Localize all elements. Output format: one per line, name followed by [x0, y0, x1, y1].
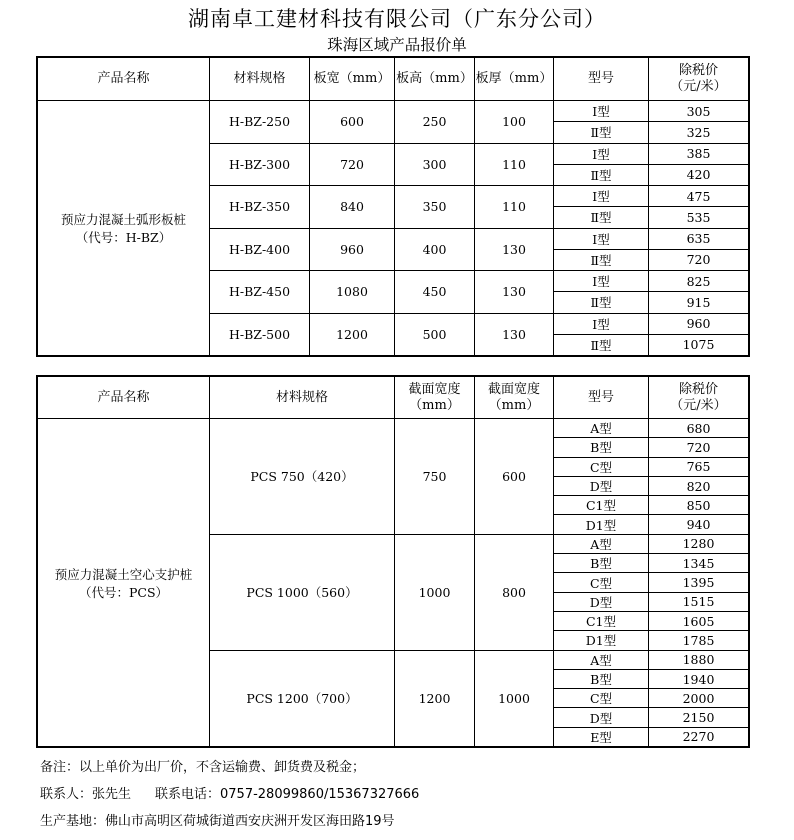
width-cell: 1080 — [310, 271, 395, 314]
model-cell: A型 — [554, 419, 649, 438]
section-width-b-cell: 600 — [475, 419, 554, 535]
model-cell: D型 — [554, 476, 649, 495]
section-width-a-cell: 750 — [395, 419, 475, 535]
contact-person: 联系人：张先生 — [40, 787, 132, 802]
price-cell: 535 — [649, 207, 749, 228]
price-cell: 2270 — [649, 727, 749, 746]
model-cell: B型 — [554, 669, 649, 688]
width-cell: 840 — [310, 186, 395, 229]
model-cell: D1型 — [554, 631, 649, 650]
section-width-b-cell: 800 — [475, 534, 554, 650]
price-cell: 680 — [649, 419, 749, 438]
price-cell: 475 — [649, 186, 749, 207]
price-cell: 765 — [649, 457, 749, 476]
price-cell: 420 — [649, 164, 749, 185]
model-cell: Ⅰ型 — [554, 101, 649, 122]
price-cell: 1345 — [649, 554, 749, 573]
model-cell: Ⅰ型 — [554, 228, 649, 249]
spec-cell: H-BZ-450 — [210, 271, 310, 314]
model-cell: C型 — [554, 689, 649, 708]
model-cell: C型 — [554, 457, 649, 476]
company-title: 湖南卓工建材科技有限公司（广东分公司） — [188, 7, 606, 31]
price-cell: 1075 — [649, 334, 749, 355]
price-cell: 720 — [649, 249, 749, 270]
thickness-cell: 130 — [475, 228, 554, 271]
spec-cell: H-BZ-400 — [210, 228, 310, 271]
model-cell: B型 — [554, 438, 649, 457]
price-cell: 850 — [649, 496, 749, 515]
model-cell: Ⅰ型 — [554, 313, 649, 334]
header-spec: 材料规格 — [210, 58, 310, 101]
spec-cell: H-BZ-300 — [210, 143, 310, 186]
price-cell: 1940 — [649, 669, 749, 688]
header-product-name: 产品名称 — [38, 58, 210, 101]
header-price-line1: 除税价 — [678, 381, 718, 397]
price-cell: 1785 — [649, 631, 749, 650]
header-price-line2: （元/米） — [670, 79, 727, 94]
model-cell: D型 — [554, 592, 649, 611]
price-cell: 2000 — [649, 689, 749, 708]
price-cell: 1280 — [649, 534, 749, 553]
price-cell: 305 — [649, 101, 749, 122]
price-cell: 2150 — [649, 708, 749, 727]
thickness-cell: 130 — [475, 313, 554, 356]
model-cell: Ⅰ型 — [554, 143, 649, 164]
width-cell: 720 — [310, 143, 395, 186]
header-price-line1: 除税价 — [678, 63, 718, 78]
header-price — [649, 377, 749, 419]
model-cell: A型 — [554, 534, 649, 553]
width-cell: 1200 — [310, 313, 395, 356]
table-row — [38, 101, 749, 122]
model-cell: D型 — [554, 708, 649, 727]
height-cell: 500 — [395, 313, 475, 356]
header-section-width-a — [395, 377, 475, 419]
thickness-cell: 130 — [475, 271, 554, 314]
product-name: 预应力混凝土空心支护桩 — [54, 566, 193, 582]
header-height: 板高（mm） — [395, 58, 475, 101]
remark-note: 备注：以上单价为出厂价，不含运输费、卸货费及税金； — [40, 760, 366, 775]
model-cell: Ⅱ型 — [554, 334, 649, 355]
model-cell: E型 — [554, 727, 649, 746]
model-cell: B型 — [554, 554, 649, 573]
spec-cell: H-BZ-500 — [210, 313, 310, 356]
spec-cell: PCS 1000（560） — [210, 534, 395, 650]
section-width-a-cell: 1000 — [395, 534, 475, 650]
product-name-cell — [38, 101, 210, 356]
header-price — [649, 58, 749, 101]
price-cell: 1395 — [649, 573, 749, 592]
spec-cell: H-BZ-250 — [210, 101, 310, 144]
section-width-a-cell: 1200 — [395, 650, 475, 746]
price-cell: 1515 — [649, 592, 749, 611]
header-model: 型号 — [554, 377, 649, 419]
header-thickness: 板厚（mm） — [475, 58, 554, 101]
price-cell: 960 — [649, 313, 749, 334]
header-section-width-b-line2: （mm） — [488, 397, 540, 413]
header-spec: 材料规格 — [210, 377, 395, 419]
model-cell: Ⅰ型 — [554, 271, 649, 292]
contact-line — [40, 786, 419, 804]
product-name: 预应力混凝土弧形板桩 — [60, 212, 186, 227]
model-cell: Ⅱ型 — [554, 122, 649, 143]
header-section-width-a-line2: （mm） — [409, 397, 460, 413]
price-cell: 825 — [649, 271, 749, 292]
contact-phone: 联系电话：0757-28099860/15367327666 — [155, 787, 420, 802]
section-width-b-cell: 1000 — [475, 650, 554, 746]
model-cell: C1型 — [554, 611, 649, 630]
header-section-width-b-line1: 截面宽度 — [487, 381, 540, 397]
model-cell: Ⅱ型 — [554, 292, 649, 313]
document-subtitle: 珠海区域产品报价单 — [327, 36, 467, 54]
height-cell: 300 — [395, 143, 475, 186]
header-width: 板宽（mm） — [310, 58, 395, 101]
spec-cell: PCS 750（420） — [210, 419, 395, 535]
thickness-cell: 110 — [475, 143, 554, 186]
model-cell: Ⅱ型 — [554, 249, 649, 270]
thickness-cell: 100 — [475, 101, 554, 144]
price-cell: 720 — [649, 438, 749, 457]
price-cell: 635 — [649, 228, 749, 249]
height-cell: 450 — [395, 271, 475, 314]
model-cell: C1型 — [554, 496, 649, 515]
model-cell: Ⅰ型 — [554, 186, 649, 207]
header-model: 型号 — [554, 58, 649, 101]
model-cell: A型 — [554, 650, 649, 669]
price-cell: 1605 — [649, 611, 749, 630]
model-cell: C型 — [554, 573, 649, 592]
width-cell: 600 — [310, 101, 395, 144]
thickness-cell: 110 — [475, 186, 554, 229]
model-cell: Ⅱ型 — [554, 164, 649, 185]
header-section-width-b — [475, 377, 554, 419]
price-cell: 385 — [649, 143, 749, 164]
width-cell: 960 — [310, 228, 395, 271]
header-price-line2: （元/米） — [670, 397, 727, 413]
product-code: （代号：PCS） — [78, 584, 169, 600]
factory-address: 生产基地：佛山市高明区荷城街道西安庆洲开发区海田路19号 — [40, 814, 395, 829]
price-cell: 1880 — [649, 650, 749, 669]
product-code: （代号：H-BZ） — [75, 230, 172, 245]
price-cell: 940 — [649, 515, 749, 534]
table-row — [38, 419, 749, 438]
hbz-price-table — [37, 57, 749, 356]
model-cell: D1型 — [554, 515, 649, 534]
spec-cell: PCS 1200（700） — [210, 650, 395, 746]
header-product-name: 产品名称 — [38, 377, 210, 419]
spec-cell: H-BZ-350 — [210, 186, 310, 229]
price-cell: 820 — [649, 476, 749, 495]
height-cell: 350 — [395, 186, 475, 229]
price-cell: 325 — [649, 122, 749, 143]
product-name-cell — [38, 419, 210, 747]
height-cell: 250 — [395, 101, 475, 144]
price-cell: 915 — [649, 292, 749, 313]
pcs-price-table — [37, 376, 749, 747]
model-cell: Ⅱ型 — [554, 207, 649, 228]
header-section-width-a-line1: 截面宽度 — [408, 381, 461, 397]
height-cell: 400 — [395, 228, 475, 271]
